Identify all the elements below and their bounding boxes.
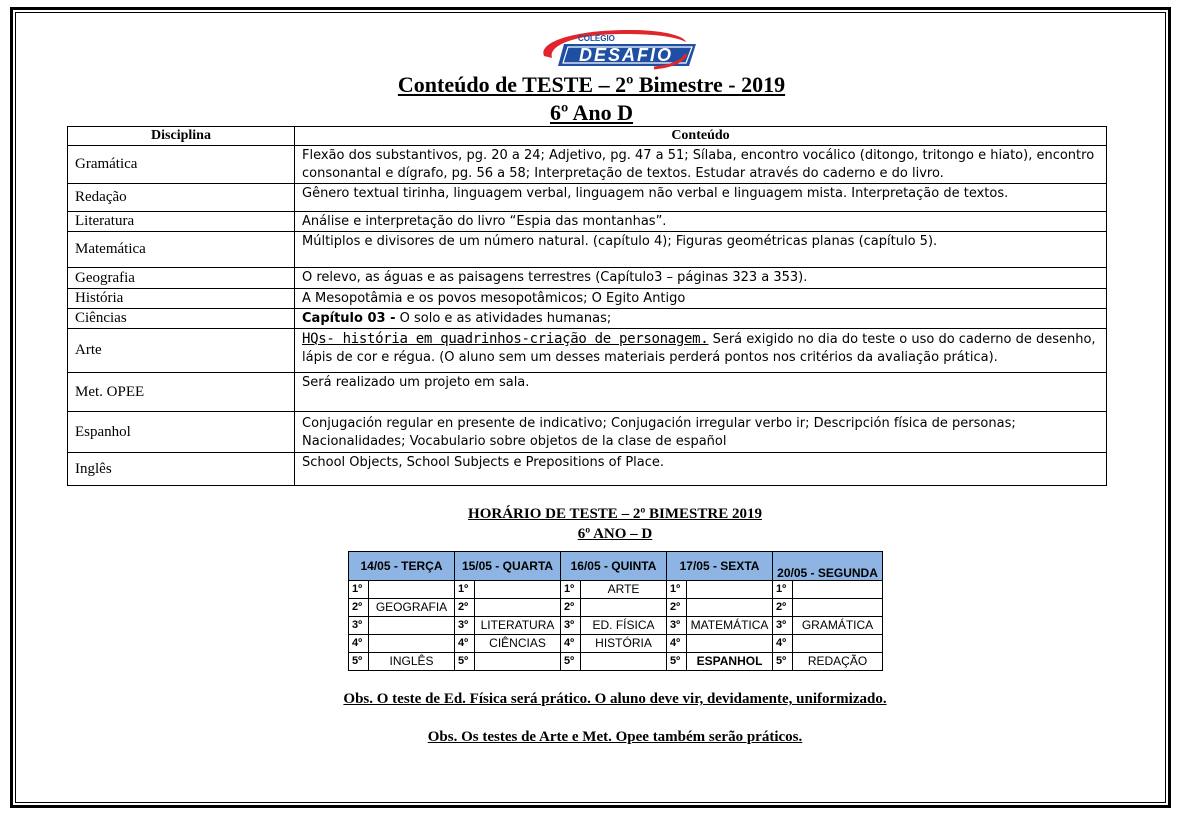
content-cell: Será realizado um projeto em sala. bbox=[295, 373, 1107, 412]
content-cell: A Mesopotâmia e os povos mesopotâmicos; O Egito Antigo bbox=[295, 289, 1107, 309]
schedule-cell bbox=[793, 635, 883, 653]
discipline-cell: Geografia bbox=[68, 268, 295, 289]
note-practical-tests: Obs. Os testes de Arte e Met. Opee também serão práticos. bbox=[427, 729, 803, 745]
content-text: O solo e as atividades humanas; bbox=[395, 311, 612, 326]
table-row bbox=[68, 212, 1107, 232]
schedule-cell bbox=[687, 581, 773, 599]
school-logo bbox=[534, 26, 700, 74]
schedule-cell: GRAMÁTICA bbox=[793, 617, 883, 635]
period-cell: 2º bbox=[455, 599, 475, 617]
table-row bbox=[68, 309, 1107, 329]
discipline-cell: Literatura bbox=[68, 212, 295, 232]
day-header: 15/05 - QUARTA bbox=[455, 552, 561, 581]
period-cell: 2º bbox=[773, 599, 793, 617]
discipline-cell: Redação bbox=[68, 184, 295, 212]
period-cell: 5º bbox=[561, 653, 581, 671]
period-cell: 1º bbox=[773, 581, 793, 599]
period-cell: 3º bbox=[667, 617, 687, 635]
period-cell: 3º bbox=[455, 617, 475, 635]
header-discipline: Disciplina bbox=[68, 127, 295, 146]
period-cell: 4º bbox=[773, 635, 793, 653]
period-cell: 5º bbox=[667, 653, 687, 671]
period-cell: 5º bbox=[455, 653, 475, 671]
content-table bbox=[67, 126, 1107, 486]
content-cell: Conjugación regular en presente de indicativo; Conjugación irregular verbo ir; Descripción física de personas; Nacionalidades; Vocabulario sobre objetos de la clase de español bbox=[295, 412, 1107, 453]
schedule-cell bbox=[369, 581, 455, 599]
schedule-cell: GEOGRAFIA bbox=[369, 599, 455, 617]
period-cell: 5º bbox=[349, 653, 369, 671]
period-cell: 1º bbox=[561, 581, 581, 599]
schedule-cell bbox=[369, 617, 455, 635]
schedule-cell bbox=[687, 635, 773, 653]
schedule-header-row bbox=[349, 552, 883, 581]
discipline-cell: Gramática bbox=[68, 146, 295, 184]
day-header: 20/05 - SEGUNDA bbox=[773, 552, 883, 581]
schedule-cell bbox=[475, 599, 561, 617]
discipline-cell: Ciências bbox=[68, 309, 295, 329]
content-cell bbox=[295, 329, 1107, 373]
schedule-cell bbox=[475, 653, 561, 671]
schedule-cell: CIÊNCIAS bbox=[475, 635, 561, 653]
page-subtitle: 6º Ano D bbox=[549, 100, 634, 125]
schedule-cell: MATEMÁTICA bbox=[687, 617, 773, 635]
schedule-row bbox=[349, 635, 883, 653]
period-cell: 3º bbox=[349, 617, 369, 635]
schedule-row bbox=[349, 617, 883, 635]
table-row bbox=[68, 289, 1107, 309]
header-content: Conteúdo bbox=[295, 127, 1107, 146]
schedule-table bbox=[348, 551, 883, 671]
page-title: Conteúdo de TESTE – 2º Bimestre - 2019 bbox=[397, 72, 786, 97]
content-cell: Múltiplos e divisores de um número natural. (capítulo 4); Figuras geométricas planas (capítulo 5). bbox=[295, 232, 1107, 268]
schedule-title: HORÁRIO DE TESTE – 2º BIMESTRE 2019 bbox=[468, 506, 762, 522]
period-cell: 1º bbox=[667, 581, 687, 599]
schedule-cell: ESPANHOL bbox=[687, 653, 773, 671]
period-cell: 3º bbox=[773, 617, 793, 635]
discipline-cell: Arte bbox=[68, 329, 295, 373]
content-bold-prefix: Capítulo 03 - bbox=[302, 311, 396, 326]
discipline-cell: Matemática bbox=[68, 232, 295, 268]
content-cell: Análise e interpretação do livro “Espia das montanhas”. bbox=[295, 212, 1107, 232]
schedule-cell: ED. FÍSICA bbox=[581, 617, 667, 635]
table-row bbox=[68, 146, 1107, 184]
schedule-cell bbox=[581, 653, 667, 671]
note-physical-education: Obs. O teste de Ed. Física será prático. O aluno deve vir, devidamente, uniformizado. bbox=[343, 691, 887, 707]
period-cell: 2º bbox=[561, 599, 581, 617]
content-text: Será exigido no dia do teste o uso do caderno de desenho, lápis de cor e régua. (O aluno sem um desses materiais perderá pontos nos critérios da avaliação prática). bbox=[302, 332, 1096, 365]
table-row bbox=[68, 453, 1107, 486]
discipline-cell: História bbox=[68, 289, 295, 309]
logo-line2: DESAFIO bbox=[578, 45, 674, 65]
schedule-cell bbox=[793, 599, 883, 617]
discipline-cell: Espanhol bbox=[68, 412, 295, 453]
period-cell: 3º bbox=[561, 617, 581, 635]
schedule-cell: INGLÊS bbox=[369, 653, 455, 671]
content-cell: Gênero textual tirinha, linguagem verbal, linguagem não verbal e linguagem mista. Interpretação de textos. bbox=[295, 184, 1107, 212]
discipline-cell: Met. OPEE bbox=[68, 373, 295, 412]
table-row bbox=[68, 373, 1107, 412]
content-cell: Flexão dos substantivos, pg. 20 a 24; Adjetivo, pg. 47 a 51; Sílaba, encontro vocálico (ditongo, tritongo e hiato), encontro consonantal e dígrafo, pg. 56 a 58; Interpretação de textos. Estudar através do caderno e do livro. bbox=[295, 146, 1107, 184]
schedule-cell bbox=[793, 581, 883, 599]
day-header: 14/05 - TERÇA bbox=[349, 552, 455, 581]
period-cell: 4º bbox=[349, 635, 369, 653]
schedule-cell bbox=[369, 635, 455, 653]
period-cell: 2º bbox=[349, 599, 369, 617]
table-row bbox=[68, 184, 1107, 212]
schedule-subtitle: 6º ANO – D bbox=[577, 526, 653, 542]
schedule-cell: ARTE bbox=[581, 581, 667, 599]
table-row bbox=[68, 412, 1107, 453]
discipline-cell: Inglês bbox=[68, 453, 295, 486]
period-cell: 1º bbox=[455, 581, 475, 599]
content-cell bbox=[295, 309, 1107, 329]
content-table-header bbox=[68, 127, 1107, 146]
period-cell: 2º bbox=[667, 599, 687, 617]
period-cell: 4º bbox=[667, 635, 687, 653]
schedule-cell bbox=[581, 599, 667, 617]
table-row bbox=[68, 232, 1107, 268]
schedule-cell bbox=[687, 599, 773, 617]
period-cell: 5º bbox=[773, 653, 793, 671]
day-header: 16/05 - QUINTA bbox=[561, 552, 667, 581]
period-cell: 1º bbox=[349, 581, 369, 599]
schedule-cell: HISTÓRIA bbox=[581, 635, 667, 653]
day-header: 17/05 - SEXTA bbox=[667, 552, 773, 581]
table-row bbox=[68, 268, 1107, 289]
schedule-cell: LITERATURA bbox=[475, 617, 561, 635]
schedule-cell bbox=[475, 581, 561, 599]
content-handwritten: HQs- história em quadrinhos-criação de personagem. bbox=[302, 331, 709, 347]
schedule-row bbox=[349, 653, 883, 671]
schedule-row bbox=[349, 581, 883, 599]
table-row bbox=[68, 329, 1107, 373]
period-cell: 4º bbox=[455, 635, 475, 653]
content-cell: School Objects, School Subjects e Prepositions of Place. bbox=[295, 453, 1107, 486]
logo-line1: COLÉGIO bbox=[578, 34, 615, 43]
period-cell: 4º bbox=[561, 635, 581, 653]
schedule-cell: REDAÇÃO bbox=[793, 653, 883, 671]
schedule-row bbox=[349, 599, 883, 617]
content-cell: O relevo, as águas e as paisagens terrestres (Capítulo3 – páginas 323 a 353). bbox=[295, 268, 1107, 289]
